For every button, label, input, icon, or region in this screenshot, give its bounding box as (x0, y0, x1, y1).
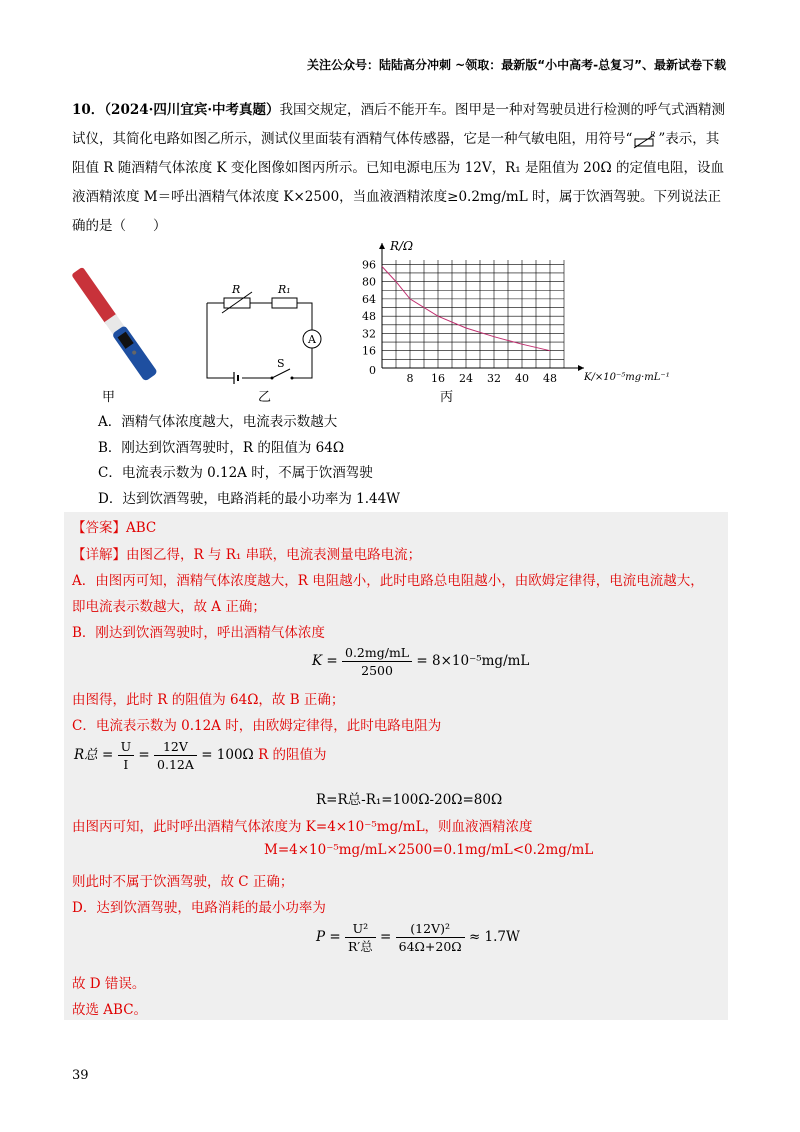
y-axis-label: R/Ω (390, 239, 414, 253)
y-tick-label: 64 (362, 292, 376, 306)
x-axis-label: K/×10⁻⁵mg·mL⁻¹ (584, 372, 670, 383)
y-tick-label: 80 (362, 275, 376, 289)
options-list (98, 410, 400, 512)
graph-grid (382, 260, 564, 368)
x-tick-label: 8 (406, 372, 414, 385)
y-tick-label: 16 (362, 344, 376, 358)
final-choice: 故选 ABC。 (72, 1002, 148, 1018)
answer-line: 【答案】ABC (72, 520, 157, 536)
explanation-a-1: A．由图丙可知，酒精气体浓度越大，R 电阻越小，此时电路总电阻越小，由欧姆定律得，电流电流越大， (72, 573, 704, 589)
answer-panel (64, 512, 728, 1020)
x-axis-arrow (578, 365, 584, 371)
resistor-r-label: R (232, 283, 241, 296)
explanation-a-2: 即电流表示数越大，故 A 正确； (72, 599, 266, 615)
question-part-2: ”表示，其阻值 R 随酒精气体浓度 K 变化图像如图丙所示。已知电源电压为 12V，R₁ 是阻值为 20Ω 的定值电阻，设血液酒精浓度 M＝呼出酒精气体浓度 K×2500，当血液酒精浓度≥0.2mg/mL 时，属于饮酒驾驶。下列说法正确的是（ ） (72, 131, 724, 234)
x-tick-label: 40 (515, 372, 529, 385)
y-tick-label: 96 (362, 258, 376, 272)
page-header: 关注公众号：陆陆高分冲刺 ~领取：最新版“小中高考-总复习”、最新试卷下载 (307, 58, 726, 72)
graph-ticks (362, 258, 557, 385)
explanation-d-1: D．达到饮酒驾驶，电路消耗的最小功率为 (72, 900, 326, 916)
page-number: 39 (72, 1068, 89, 1083)
x-tick-label: 24 (459, 372, 473, 385)
ammeter-label: A (308, 333, 316, 346)
x-tick-label: 48 (543, 372, 557, 385)
origin-label: 0 (369, 364, 376, 377)
y-tick-label: 32 (362, 327, 376, 341)
explanation-c-2: 由图丙可知，此时呼出酒精气体浓度为 K=4×10⁻⁵mg/mL，则血液酒精浓度 (72, 819, 533, 835)
explanation-b-1: B．刚达到饮酒驾驶时，呼出酒精气体浓度 (72, 625, 325, 641)
switch-label: S (277, 357, 285, 370)
y-tick-label: 48 (362, 310, 376, 324)
equation-r: R=R总-R₁=100Ω-20Ω=80Ω (316, 792, 503, 808)
fixed-resistor-icon (272, 298, 297, 308)
equation-k: K = $\frac{0.2mg/mL}{2500}$ = 8×10⁻⁵mg/mL (312, 645, 530, 678)
circuit-diagram (202, 283, 342, 383)
explanation-c-3: 则此时不属于饮酒驾驶，故 C 正确； (72, 874, 294, 890)
symbol-label: R (650, 130, 656, 139)
question-number: 10． (72, 102, 105, 118)
option-d: D．达到饮酒驾驶，电路消耗的最小功率为 1.44W (98, 490, 401, 507)
question-text (72, 96, 728, 241)
option-a: A．酒精气体浓度越大，电流表示数越大 (98, 414, 338, 430)
figure-label-bing: 丙 (440, 390, 454, 405)
equation-r-total: R总 = $\frac{U}{I}$ = $\frac{12V}{0.12A}$ = 100Ω R 的阻值为 (74, 739, 327, 772)
r-vs-k-graph (352, 238, 670, 398)
option-c: C．电流表示数为 0.12A 时，不属于饮酒驾驶 (98, 465, 373, 481)
explanation-c-1: C．电流表示数为 0.12A 时，由欧姆定律得，此时电路电阻为 (72, 718, 442, 734)
option-b: B．刚达到饮酒驾驶时，R 的阻值为 64Ω (98, 439, 345, 456)
y-axis-arrow (379, 243, 385, 249)
equation-p: P = $\frac{\text{U²}}{\text{R′总}}$ = $\frac{\text{(12V)²}}{64\Omega+20\Omega}$ ≈ 1.7W (316, 921, 520, 954)
figure-label-yi: 乙 (258, 390, 272, 405)
x-tick-label: 16 (431, 372, 445, 385)
resistor-r1-label: R₁ (278, 283, 291, 296)
figure-label-jia: 甲 (102, 390, 116, 405)
explanation-b-2: 由图得，此时 R 的阻值为 64Ω，故 B 正确； (72, 692, 345, 708)
equation-m: M=4×10⁻⁵mg/mL×2500=0.1mg/mL<0.2mg/mL (264, 842, 594, 858)
question-source: （2024·四川宜宾·中考真题） (104, 102, 280, 118)
switch-icon (272, 369, 290, 378)
variable-resistor-icon (632, 131, 658, 149)
breathalyzer-image (72, 248, 172, 398)
explanation-d-2: 故 D 错误。 (72, 976, 146, 992)
question-part-1: 我国交规定，酒后不能开车。图甲是一种对驾驶员进行检测的呼气式酒精测试仪，其简化电路如图乙所示，测试仪里面装有酒精气体传感器，它是一种气敏电阻，用符号“ (72, 102, 726, 147)
detail-intro: 【详解】由图乙得，R 与 R₁ 串联，电流表测量电路电流； (72, 547, 422, 563)
figures (72, 238, 672, 408)
x-tick-label: 32 (487, 372, 501, 385)
